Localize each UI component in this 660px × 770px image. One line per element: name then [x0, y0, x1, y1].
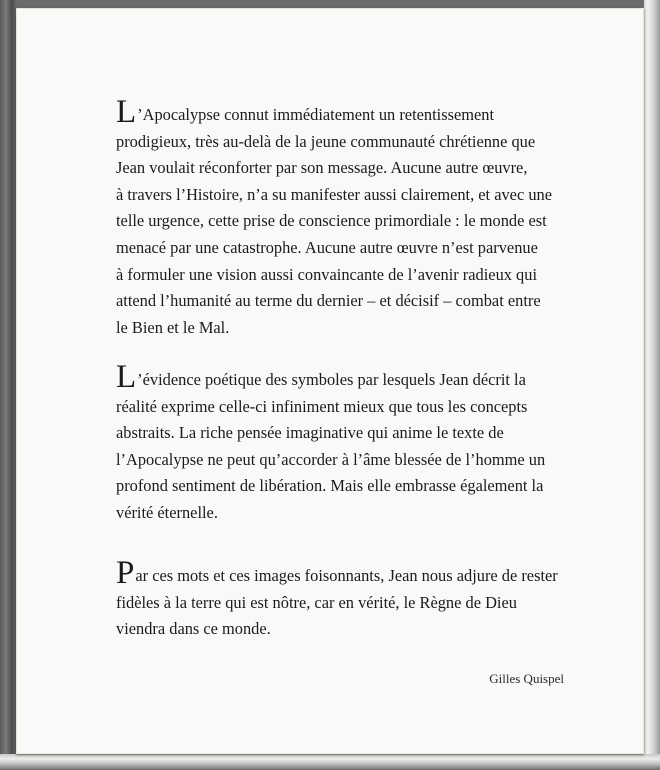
paragraph-3 — [116, 555, 602, 643]
cover-bottom-edge — [0, 754, 660, 770]
paragraph-2-line-2: réalité exprime celle-ci infiniment mieux que tous les concepts — [116, 396, 528, 416]
paragraph-2-line-3: abstraits. La riche pensée imaginative qui anime le texte de — [116, 423, 504, 443]
drop-initial: P — [116, 555, 135, 591]
paragraph-1-line-5: telle urgence, cette prise de conscience primordiale : le monde est — [116, 211, 547, 231]
paragraph-1-line-8: attend l’humanité au terme du dernier – et décisif – combat entre — [116, 291, 541, 311]
paragraph-3-line-1: Par ces mots et ces images foisonnants, Jean nous adjure de rester — [116, 555, 558, 591]
paragraph-1-line-7: à formuler une vision aussi convaincante de l’avenir radieux qui — [116, 264, 538, 284]
cover-right-edge — [644, 0, 660, 770]
paragraph-1-line-4: à travers l’Histoire, n’a su manifester aussi clairement, et avec une — [116, 184, 552, 204]
drop-initial: L — [116, 94, 137, 130]
paragraph-1-line-9: le Bien et le Mal. — [116, 317, 230, 337]
drop-initial: L — [116, 359, 137, 395]
paragraph-3-line-2: fidèles à la terre qui est nôtre, car en vérité, le Règne de Dieu — [116, 592, 517, 612]
paragraph-1-line-2: prodigieux, très au-delà de la jeune communauté chrétienne que — [116, 131, 536, 151]
paragraph-3-line-3: viendra dans ce monde. — [116, 619, 271, 639]
paragraph-2-line-5: profond sentiment de libération. Mais elle embrasse également la — [116, 476, 544, 496]
author-signature: Gilles Quispel — [489, 671, 564, 686]
paragraph-2 — [116, 359, 602, 527]
cover-page — [16, 8, 644, 754]
paragraph-1-line-3: Jean voulait réconforter par son message. Aucune autre œuvre, — [116, 158, 528, 178]
paragraph-2-line-4: l’Apocalypse ne peut qu’accorder à l’âme blessée de l’homme un — [116, 449, 546, 469]
paragraph-2-line-6: vérité éternelle. — [116, 502, 218, 522]
paragraph-1 — [116, 94, 602, 341]
paragraph-2-line-1: L’évidence poétique des symboles par lesquels Jean décrit la — [116, 359, 526, 395]
paragraph-1-line-6: menacé par une catastrophe. Aucune autre œuvre n’est parvenue — [116, 237, 538, 257]
paragraph-1-line-1: L’Apocalypse connut immédiatement un retentissement — [116, 94, 495, 130]
